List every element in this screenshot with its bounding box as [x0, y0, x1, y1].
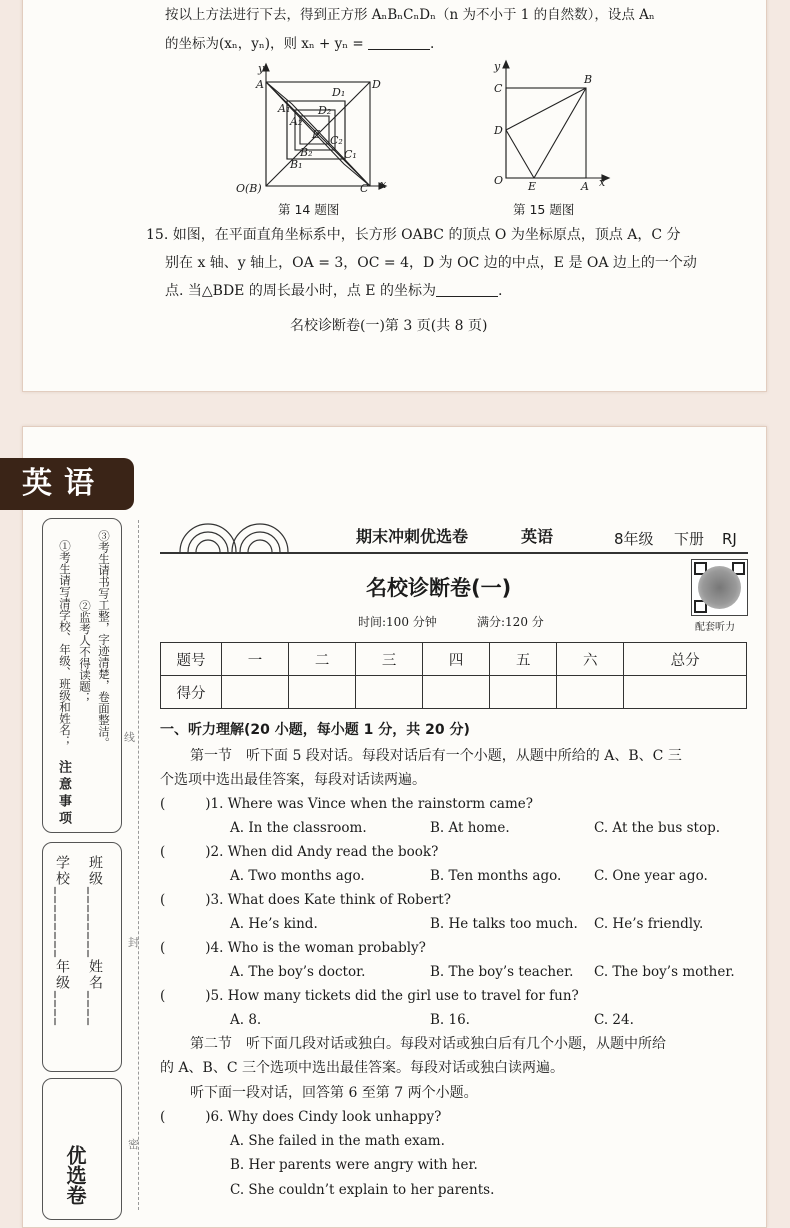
question-3-stem: ( )3. What does Kate think of Robert? — [160, 892, 451, 908]
part2-line-2: 的 A、B、C 三个选项中选出最佳答案。每段对话或独白读两遍。 — [160, 1060, 565, 1076]
q15-line-2: 别在 x 轴、y 轴上，OA = 3，OC = 4，D 为 OC 边的中点，E 是 OA 边上的一个动 — [165, 255, 697, 271]
score-input[interactable] — [222, 676, 289, 709]
score-cell: 总分 — [624, 643, 747, 676]
q1-option-a: A. In the classroom. — [230, 820, 367, 836]
intro-line-1: 按以上方法进行下去，得到正方形 AₙBₙCₙDₙ（n 为不小于 1 的自然数），设点 Aₙ — [165, 7, 655, 23]
qr-caption: 配套听力 — [695, 622, 735, 633]
q6-option-c: C. She couldn’t explain to her parents. — [230, 1182, 495, 1198]
figure-15 — [484, 58, 614, 198]
series-title: 期末冲刺优选卷 — [356, 527, 469, 546]
score-table-header-row — [161, 643, 747, 676]
fig15-label-A: A — [581, 180, 589, 193]
header-rule — [160, 552, 748, 554]
notes-line-1: ①考生请写清学校、年级、班级和姓名； — [58, 540, 72, 747]
q15-line-3: 点. 当△BDE 的周长最小时，点 E 的坐标为 . — [165, 283, 503, 299]
question-4-stem: ( )4. Who is the woman probably? — [160, 940, 426, 956]
part2-line-1: 第二节 听下面几段对话或独白。每段对话或独白后有几个小题，从题中所给 — [190, 1036, 666, 1052]
fig14-label-E: E — [312, 128, 321, 141]
binding-line — [138, 520, 139, 1210]
fig15-label-D: D — [494, 124, 503, 137]
fig15-label-y: y — [494, 60, 501, 73]
header-grade: 8年级 — [614, 530, 654, 548]
fig15-label-E: E — [528, 180, 537, 193]
fig14-label-A: A — [256, 78, 264, 91]
part2-instruction: 听下面一段对话，回答第 6 至第 7 两个小题。 — [190, 1085, 478, 1101]
score-cell: 得分 — [161, 676, 222, 709]
notes-line-3: ③考生请书写工整，字迹清楚，卷面整洁。 — [97, 530, 111, 749]
part1-line-2: 个选项中选出最佳答案，每段对话读两遍。 — [160, 772, 426, 788]
fig15-label-O: O — [494, 174, 504, 187]
question-6-stem: ( )6. Why does Cindy look unhappy? — [160, 1109, 442, 1125]
fig14-label-D: D — [372, 78, 381, 91]
subject-tag: 英语 — [0, 458, 134, 510]
answer-blank-14[interactable] — [368, 35, 430, 50]
q3-option-a: A. He’s kind. — [230, 916, 318, 932]
fig14-caption: 第 14 题图 — [278, 202, 340, 217]
score-input[interactable] — [289, 676, 356, 709]
q1-option-c: C. At the bus stop. — [594, 820, 721, 836]
fig14-label-C1: C₁ — [344, 148, 357, 161]
answer-blank-15[interactable] — [436, 282, 498, 297]
score-cell: 五 — [490, 643, 557, 676]
qr-blur — [698, 566, 741, 609]
q1-option-b: B. At home. — [430, 820, 510, 836]
q6-option-b: B. Her parents were angry with her. — [230, 1157, 478, 1173]
score-input[interactable] — [423, 676, 490, 709]
qr-code[interactable] — [691, 559, 748, 616]
score-cell: 三 — [356, 643, 423, 676]
header-subject: 英语 — [521, 527, 554, 546]
q2-option-c: C. One year ago. — [594, 868, 708, 884]
q15-line-1: 15. 如图，在平面直角坐标系中，长方形 OABC 的顶点 O 为坐标原点，顶点 A，C 分 — [146, 227, 681, 243]
fig14-label-B1: B₁ — [290, 158, 303, 171]
q3-option-b: B. He talks too much. — [430, 916, 578, 932]
score-input[interactable] — [490, 676, 557, 709]
score-input[interactable] — [557, 676, 624, 709]
question-1-stem: ( )1. Where was Vince when the rainstorm came? — [160, 796, 534, 812]
student-info-col-2: 班级________姓名____ — [87, 855, 103, 1027]
fig14-label-D1: D₁ — [332, 86, 346, 99]
fig14-label-A1: A₁ — [278, 102, 291, 115]
q6-option-a: A. She failed in the math exam. — [230, 1133, 445, 1149]
intro-line-2: 的坐标为(xₙ，yₙ)，则 xₙ + yₙ = . — [165, 36, 435, 52]
spine-text: 优选卷 — [63, 1145, 87, 1205]
q5-option-b: B. 16. — [430, 1012, 470, 1028]
q4-option-a: A. The boy’s doctor. — [230, 964, 366, 980]
question-5-stem: ( )5. How many tickets did the girl use to travel for fun? — [160, 988, 579, 1004]
q5-option-a: A. 8. — [230, 1012, 262, 1028]
q4-option-c: C. The boy’s mother. — [594, 964, 735, 980]
fig14-label-A2: A₂ — [290, 115, 303, 128]
q3-option-c: C. He’s friendly. — [594, 916, 704, 932]
header-term: 下册 — [674, 530, 705, 548]
score-input[interactable] — [624, 676, 747, 709]
fig15-caption: 第 15 题图 — [513, 202, 575, 217]
q4-option-b: B. The boy’s teacher. — [430, 964, 574, 980]
binding-mark-3: 密 — [128, 1138, 139, 1151]
fig14-label-OB: O(B) — [236, 182, 262, 195]
score-table-score-row — [161, 676, 747, 709]
fig14-label-C: C — [360, 182, 369, 195]
notes-line-2: ②监考人不得读题； — [78, 600, 92, 704]
score-cell: 二 — [289, 643, 356, 676]
header-arches-decoration — [175, 516, 295, 554]
fig14-label-B2: B₂ — [300, 146, 313, 159]
fig14-label-x: x — [380, 178, 387, 191]
score-input[interactable] — [356, 676, 423, 709]
part1-line-1: 第一节 听下面 5 段对话。每段对话后有一个小题，从题中所给的 A、B、C 三 — [190, 748, 682, 764]
score-cell: 题号 — [161, 643, 222, 676]
fig14-label-y: y — [258, 62, 265, 75]
exam-full-marks: 满分:120 分 — [477, 615, 544, 629]
notes-title: 注意事项 — [56, 760, 71, 828]
score-cell: 四 — [423, 643, 490, 676]
fig14-label-D2: D₂ — [318, 104, 332, 117]
fig15-label-C: C — [494, 82, 503, 95]
fig15-label-x: x — [599, 176, 606, 189]
binding-mark-2: 封 — [128, 936, 139, 949]
fig14-label-C2: C₂ — [330, 134, 343, 147]
score-cell: 六 — [557, 643, 624, 676]
score-table — [160, 642, 747, 709]
question-2-stem: ( )2. When did Andy read the book? — [160, 844, 439, 860]
header-edition: RJ — [722, 530, 737, 548]
q2-option-b: B. Ten months ago. — [430, 868, 562, 884]
binding-mark-1: 线 — [124, 731, 135, 744]
q2-option-a: A. Two months ago. — [230, 868, 365, 884]
fig15-label-B: B — [584, 73, 593, 86]
exam-time: 时间:100 分钟 — [358, 615, 437, 629]
section1-heading: 一、听力理解(20 小题，每小题 1 分，共 20 分) — [160, 722, 470, 738]
exam-title: 名校诊断卷(一) — [366, 576, 512, 600]
figure-14 — [232, 58, 392, 198]
score-cell: 一 — [222, 643, 289, 676]
page-footer: 名校诊断卷(一)第 3 页(共 8 页) — [290, 318, 488, 334]
student-info-col-1: 学校________年级____ — [54, 855, 70, 1027]
q5-option-c: C. 24. — [594, 1012, 634, 1028]
